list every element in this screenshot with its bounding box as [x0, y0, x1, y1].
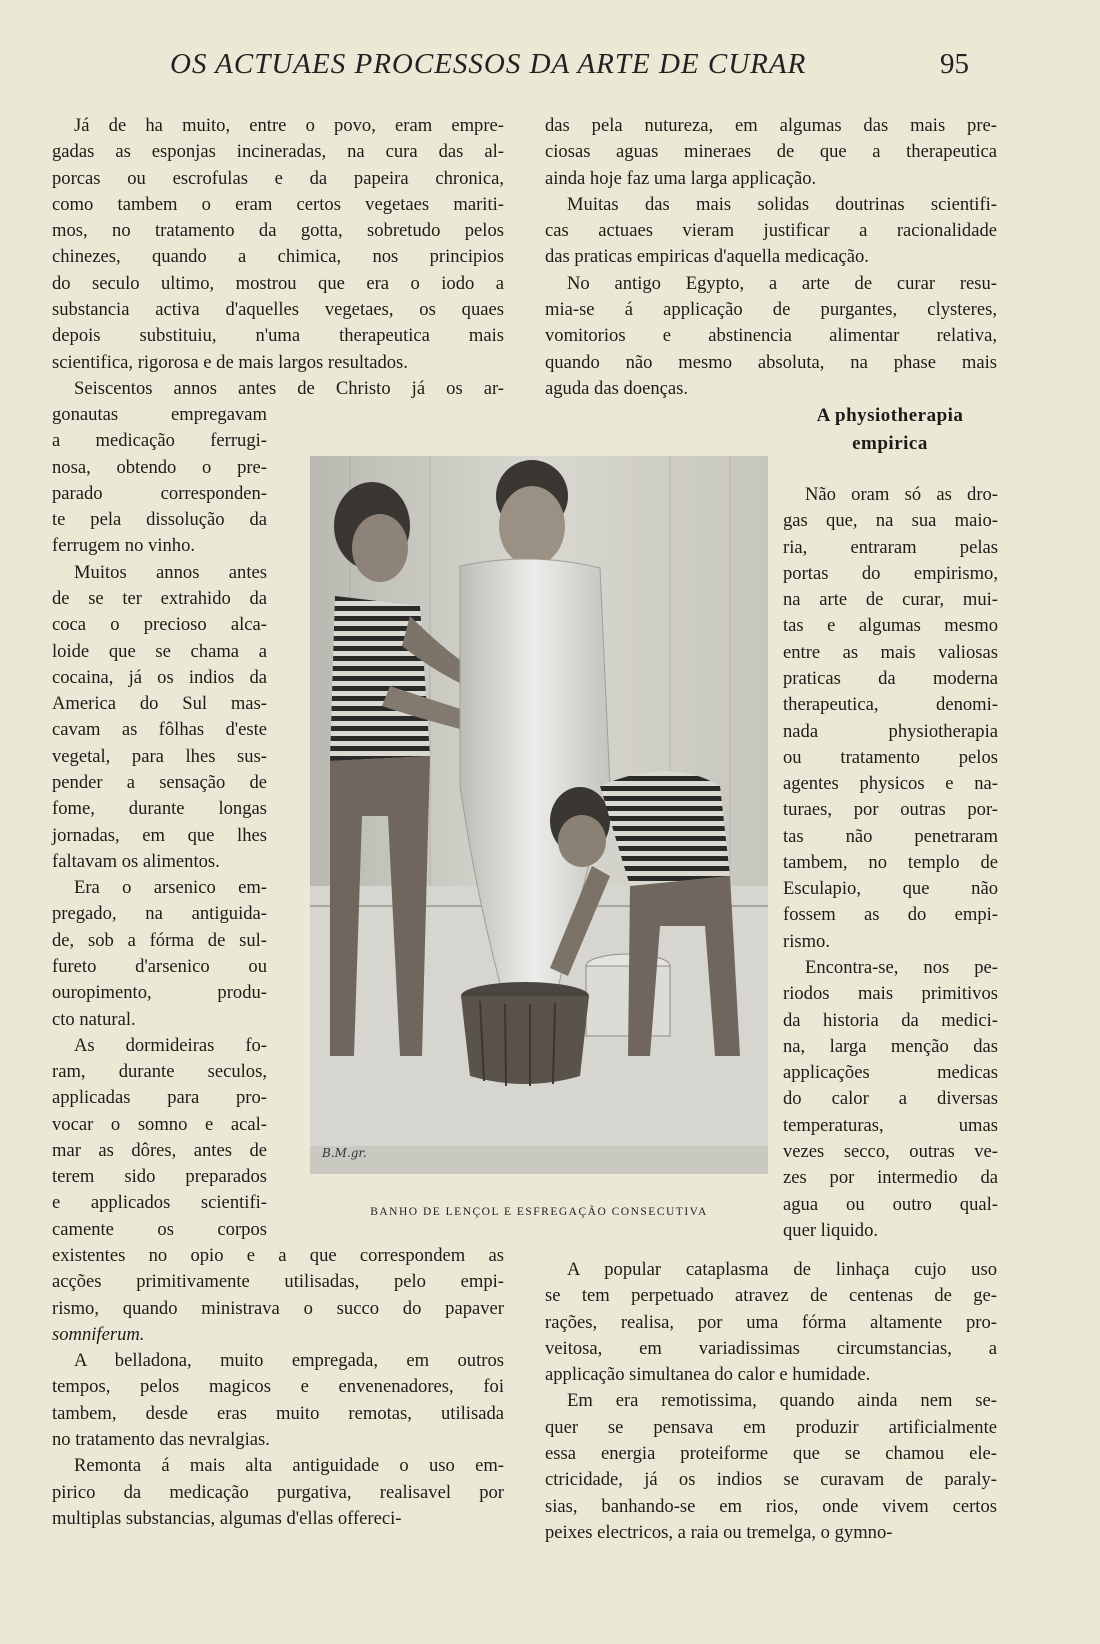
text-line: existentes no opio e a que correspondem as: [52, 1245, 504, 1267]
text-line: mar as dôres, antes de: [52, 1139, 267, 1161]
text-line: ram, durante seculos,: [52, 1061, 267, 1083]
text-line: como tambem o eram certos vegetaes mariti-: [52, 193, 504, 215]
text-line: veitosa, em variadissimas circumstancias, a: [545, 1337, 997, 1359]
engraver-mark: B.M.gr.: [322, 1146, 367, 1160]
text-line: multiplas substancias, algumas d'ellas offereci-: [52, 1507, 402, 1529]
text-line: das pela nutureza, em algumas das mais pre-: [545, 115, 997, 136]
bath-sheet-photo: [310, 456, 768, 1174]
text-line: na arte de curar, mui-: [783, 589, 998, 611]
text-line: da historia da medici-: [783, 1009, 998, 1031]
text-line: gonautas empregavam: [52, 404, 267, 426]
text-line: na, larga menção das: [783, 1035, 998, 1057]
section-heading-line1: A physiotherapia: [816, 405, 964, 426]
text-line: riodos mais primitivos: [783, 983, 998, 1005]
text-line: cto natural.: [52, 1008, 136, 1030]
text-line: nosa, obtendo o pre-: [52, 456, 267, 478]
text-line: tempos, pelos magicos e envenenadores, foi: [52, 1376, 504, 1398]
text-line: Muitos annos antes: [74, 561, 267, 583]
text-line: Em era remotissima, quando ainda nem se-: [567, 1390, 997, 1412]
text-line: depois substituiu, n'uma therapeutica mais: [52, 325, 504, 347]
text-line: Muitas das mais solidas doutrinas scientifi-: [567, 193, 997, 215]
text-line: quando não mesmo absoluta, na phase mais: [545, 351, 997, 373]
text-line: porcas ou escrofulas e da papeira chronica,: [52, 167, 504, 189]
text-line: somniferum.: [52, 1323, 145, 1345]
text-line: vomitorios e abstinencia alimentar relativa,: [545, 325, 997, 347]
text-line: ou tratamento pelos: [783, 746, 998, 768]
text-line: ria, entraram pelas: [783, 536, 998, 558]
text-line: applicações medicas: [783, 1062, 998, 1084]
text-line: tambem, no templo de: [783, 851, 998, 873]
text-line: te pela dissolução da: [52, 509, 267, 531]
text-line: fome, durante longas: [52, 798, 267, 820]
text-line: temperaturas, umas: [783, 1114, 998, 1136]
text-line: faltavam os alimentos.: [52, 850, 220, 872]
text-line: quer se pensava em produzir artificialmente: [545, 1416, 997, 1438]
text-line: A popular cataplasma de linhaça cujo uso: [567, 1259, 997, 1280]
text-line: rismo.: [783, 930, 831, 952]
text-line: das praticas empiricas d'aquella medicação.: [545, 246, 869, 268]
text-line: portas do empirismo,: [783, 562, 998, 584]
text-line: no tratamento das nevralgias.: [52, 1429, 270, 1450]
text-line: loide que se chama a: [52, 640, 267, 662]
text-line: vezes secco, outras ve-: [783, 1141, 998, 1162]
text-line: fossem as do empi-: [783, 904, 998, 926]
text-line: Remonta á mais alta antiguidade o uso em-: [74, 1455, 504, 1477]
text-line: do calor a diversas: [783, 1088, 998, 1110]
text-line: essa energia proteiforme que se chamou ele-: [545, 1442, 997, 1464]
text-line: Seiscentos annos antes de Christo já os ar-: [74, 377, 504, 399]
text-line: therapeutica, denomi-: [783, 694, 998, 716]
text-line: mos, no tratamento da gotta, sobretudo pelos: [52, 220, 504, 242]
text-line: sias, banhando-se em rios, onde vivem certos: [545, 1495, 997, 1517]
text-line: a medicação ferrugi-: [52, 430, 267, 452]
text-line: coca o precioso alca-: [52, 614, 267, 636]
text-line: turaes, por outras por-: [783, 799, 998, 821]
text-line: gadas as esponjas incineradas, na cura das al-: [52, 141, 504, 163]
text-line: aguda das doenças.: [545, 377, 689, 399]
text-line: ctricidade, já os indios se curavam de paraly-: [545, 1469, 997, 1491]
section-heading-line2: empirica: [852, 433, 928, 454]
text-line: No antigo Egypto, a arte de curar resu-: [567, 272, 997, 294]
text-line: agua ou outro qual-: [783, 1193, 998, 1215]
text-line: scientifica, rigorosa e de mais largos resultados.: [52, 351, 408, 373]
running-title: OS ACTUAES PROCESSOS DA ARTE DE CURAR: [170, 48, 807, 80]
text-line: Esculapio, que não: [783, 878, 998, 900]
text-line: ainda hoje faz uma larga applicação.: [545, 167, 817, 189]
text-line: vocar o somno e acal-: [52, 1113, 267, 1135]
text-line: As dormideiras fo-: [74, 1034, 267, 1056]
text-line: zes por intermedio da: [783, 1167, 998, 1189]
text-line: cocaina, já os indios da: [52, 666, 267, 688]
text-line: cavam as fôlhas d'este: [52, 719, 267, 741]
text-line: rações, realisa, por uma fórma altamente pro-: [545, 1311, 997, 1333]
text-line: ouropimento, produ-: [52, 982, 267, 1004]
text-line: de se ter extrahido da: [52, 588, 267, 610]
text-line: de, sob a fórma de sul-: [52, 929, 267, 951]
text-line: Encontra-se, nos pe-: [805, 957, 998, 979]
text-line: pregado, na antiguida-: [52, 903, 267, 925]
text-line: terem sido preparados: [52, 1166, 267, 1188]
text-line: parado corresponden-: [52, 482, 267, 504]
text-line: pirico da medicação purgativa, realisavel por: [52, 1481, 504, 1503]
text-line: applicadas para pro-: [52, 1087, 267, 1109]
text-line: ferrugem no vinho.: [52, 535, 196, 557]
text-line: vegetal, para lhes sus-: [52, 745, 267, 767]
text-line: agentes physicos e na-: [783, 773, 998, 795]
text-line: substancia activa d'aquelles vegetaes, os quaes: [52, 298, 504, 320]
photo-illustration: [310, 456, 768, 1174]
text-line: nada physiotherapia: [783, 720, 998, 742]
text-line: entre as mais valiosas: [783, 641, 998, 663]
page-number: 95: [940, 48, 969, 80]
text-line: do seculo ultimo, mostrou que era o iodo a: [52, 272, 504, 294]
text-line: fureto d'arsenico ou: [52, 955, 267, 977]
text-line: peixes electricos, a raia ou tremelga, o gymno-: [545, 1521, 893, 1543]
text-line: A belladona, muito empregada, em outros: [74, 1350, 504, 1372]
text-line: praticas da moderna: [783, 667, 998, 689]
text-line: America do Sul mas-: [52, 693, 267, 715]
text-line: ciosas aguas mineraes de que a therapeutica: [545, 141, 997, 163]
text-line: se tem perpetuado atravez de centenas de ge-: [545, 1285, 997, 1307]
text-line: Era o arsenico em-: [74, 877, 267, 899]
text-line: acções primitivamente utilisadas, pelo empi-: [52, 1271, 504, 1293]
text-line: Já de ha muito, entre o povo, eram empre-: [74, 115, 504, 136]
text-line: Não oram só as dro-: [805, 484, 998, 505]
text-line: camente os corpos: [52, 1218, 267, 1240]
text-line: gas que, na sua maio-: [783, 510, 998, 532]
text-line: jornadas, em que lhes: [52, 824, 267, 846]
figure-caption: BANHO DE LENÇOL E ESFREGAÇÃO CONSECUTIVA: [370, 1206, 708, 1218]
text-line: e applicados scientifi-: [52, 1192, 267, 1214]
text-line: rismo, quando ministrava o succo do papaver: [52, 1297, 504, 1319]
text-line: applicação simultanea do calor e humidade.: [545, 1364, 871, 1386]
text-line: tambem, desde eras muito remotas, utilisada: [52, 1402, 504, 1424]
text-line: quer liquido.: [783, 1219, 879, 1241]
text-line: tas e algumas mesmo: [783, 615, 998, 637]
text-line: chinezes, quando a chimica, nos principios: [52, 246, 504, 268]
text-line: mia-se á applicação de purgantes, clysteres,: [545, 298, 997, 320]
text-line: tas não penetraram: [783, 825, 998, 847]
text-line: pender a sensação de: [52, 772, 267, 793]
text-line: cas actuaes vieram justificar a racionalidade: [545, 220, 997, 242]
